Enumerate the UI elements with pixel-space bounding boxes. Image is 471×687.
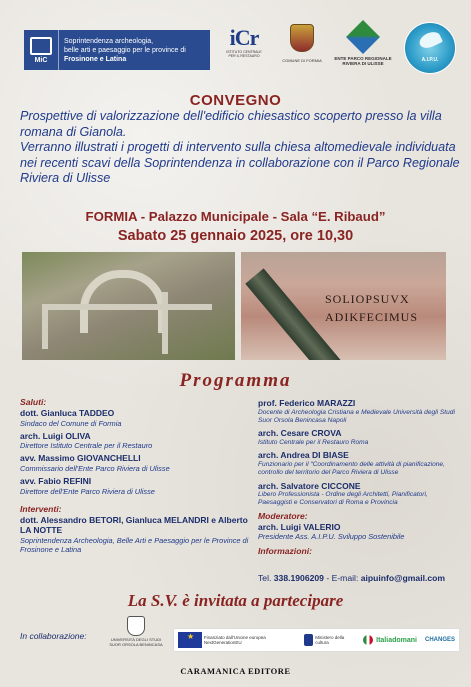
mic-text <box>59 37 186 64</box>
speaker-role: Docente di Archeologia Cristiana e Medievale Università degli Studi Suor Orsola Benincasa Napoli <box>258 408 455 424</box>
convegno-heading: CONVEGNO <box>189 92 282 109</box>
changes-logo <box>421 629 459 651</box>
aerial-excavation-photo <box>22 252 235 360</box>
ministero-label: Ministero della cultura <box>315 635 345 645</box>
dolphin-icon <box>417 29 443 51</box>
speaker-name: avv. Fabio REFINI <box>20 476 92 487</box>
italiadomani-logo <box>359 629 421 651</box>
italiadomani-label: Italiadomani <box>376 636 417 644</box>
aipu-label: A.I.P.U. <box>421 57 439 63</box>
mic-line-3: Frosinone e Latina <box>64 55 127 63</box>
event-date: Sabato 25 gennaio 2025, ore 10,30 <box>117 228 354 244</box>
speaker-role: Direttore dell'Ente Parco Riviera di Ulisse <box>20 486 155 496</box>
tel-number[interactable]: 338.1906209 <box>273 573 324 583</box>
fresco-inscription-photo <box>241 252 446 360</box>
icr-mark: iCr <box>229 25 259 50</box>
eu-flag-icon <box>178 632 202 648</box>
mic-line-2: belle arti e paesaggio per le province di <box>64 46 186 54</box>
university-emblem-icon <box>127 616 145 636</box>
speaker-role: Direttore Istituto Centrale per il Restauro <box>20 441 153 451</box>
icr-logo <box>224 26 264 72</box>
italia-flag-icon <box>363 635 373 645</box>
formia-label: COMUNE DI FORMIA <box>282 58 322 63</box>
speaker-role: Funzionario per il “Coordinamento delle attività di pianificazione, controllo del territorio del Parco Riviera di Ulisse <box>258 460 445 477</box>
mic-logo-text: MiC <box>34 56 48 64</box>
ministero-emblem-icon <box>304 634 313 646</box>
parco-label-2: RIVIERA DI ULISSE <box>342 61 384 66</box>
university-label: UNIVERSITÀ DEGLI STUDI SUOR ORSOLA BENINCASA <box>109 637 163 647</box>
speaker-name: arch. Luigi OLIVA <box>20 430 91 441</box>
saluti-label: Saluti: <box>20 397 47 407</box>
parco-label-1: ENTE PARCO REGIONALE <box>334 56 392 61</box>
icr-sub: ISTITUTO CENTRALE PER IL RESTAURO <box>226 50 262 58</box>
inscription-line-1: SOLIOPSUVX <box>325 292 410 306</box>
tel-label: Tel. <box>258 573 272 583</box>
ministero-logo <box>300 629 359 651</box>
mic-emblem-icon <box>24 30 59 70</box>
speaker-role: Sindaco del Comune di Formia <box>20 418 122 428</box>
university-logo <box>106 616 166 647</box>
speaker-role: Libero Professionista - Ordine degli Architetti, Pianificatori, Paesaggisti e Conservatori di Roma e Provincia <box>258 491 428 507</box>
intro-paragraph-2: Verranno illustrati i progetti di intervento sulla chiesa altomedievale individuata nei recenti scavi della Soprintendenza in collaborazione con il Parco Regionale Riviera di Ulisse <box>20 140 460 185</box>
speaker-name: arch. Andrea DI BIASE <box>258 450 349 461</box>
speaker-role: Istituto Centrale per il Restauro Roma <box>258 438 369 446</box>
collab-label: In collaborazione: <box>20 631 87 641</box>
program-right-column <box>258 398 458 556</box>
inscription-line-2: ADIKFECIMUS <box>325 310 419 324</box>
speaker-name: dott. Gianluca TADDEO <box>20 408 115 418</box>
interventi-label: Interventi: <box>20 503 62 514</box>
intro-text <box>20 109 460 187</box>
eu-logo <box>174 629 300 651</box>
program-left-column <box>20 397 250 557</box>
changes-label: CHANGES <box>424 636 455 643</box>
speaker-name: arch. Salvatore CICCONE <box>258 480 361 491</box>
aipu-logo <box>404 22 456 74</box>
speaker-name: arch. Cesare CROVA <box>258 428 342 439</box>
mic-line-1: Soprintendenza archeologia, <box>64 37 154 45</box>
eu-label: Finanziato dall'Unione europea NextGenerationEU <box>203 635 266 645</box>
moderatore-label: Moderatore: <box>258 510 308 521</box>
venue: FORMIA - Palazzo Municipale - Sala “E. Ribaud” <box>85 209 386 224</box>
interventi-names: dott. Alessandro BETORI, Gianluca MELANDRI e Alberto LA NOTTE <box>20 514 248 536</box>
programma-heading: Programma <box>179 370 292 391</box>
speaker-name: avv. Massimo GIOVANCHELLI <box>20 453 141 464</box>
printer-brand: CARAMANICA EDITORE <box>180 666 291 676</box>
contact-line <box>258 573 468 583</box>
moderatore-role: Presidente Ass. A.I.P.U. Sviluppo Sostenibile <box>258 532 405 542</box>
formia-crest-icon <box>290 24 314 52</box>
mic-logo-box <box>24 30 210 70</box>
email-link[interactable]: aipuinfo@gmail.com <box>360 573 446 583</box>
printer-credit <box>0 666 471 676</box>
parco-emblem-icon <box>346 20 380 54</box>
invitation-line: La S.V. è invitata a partecipare <box>127 591 344 610</box>
info-label: Informazioni: <box>258 545 312 556</box>
speaker-role: Commissario dell'Ente Parco Riviera di Ulisse <box>20 463 170 473</box>
inscription <box>325 290 418 326</box>
speaker-name: prof. Federico MARAZZI <box>258 398 356 408</box>
interventi-role: Soprintendenza Archeologia, Belle Arti e Paesaggio per le Province di Frosinone e Latina <box>20 535 249 555</box>
email-label: - E-mail: <box>326 573 359 583</box>
intro-paragraph-1: Prospettive di valorizzazione dell'edificio chiesastico scoperto presso la villa romana di Gianola. <box>20 109 442 139</box>
parco-logo <box>334 22 392 76</box>
moderatore-name: arch. Luigi VALERIO <box>258 521 341 532</box>
funding-logos-bar <box>173 628 460 652</box>
formia-logo <box>280 24 324 76</box>
